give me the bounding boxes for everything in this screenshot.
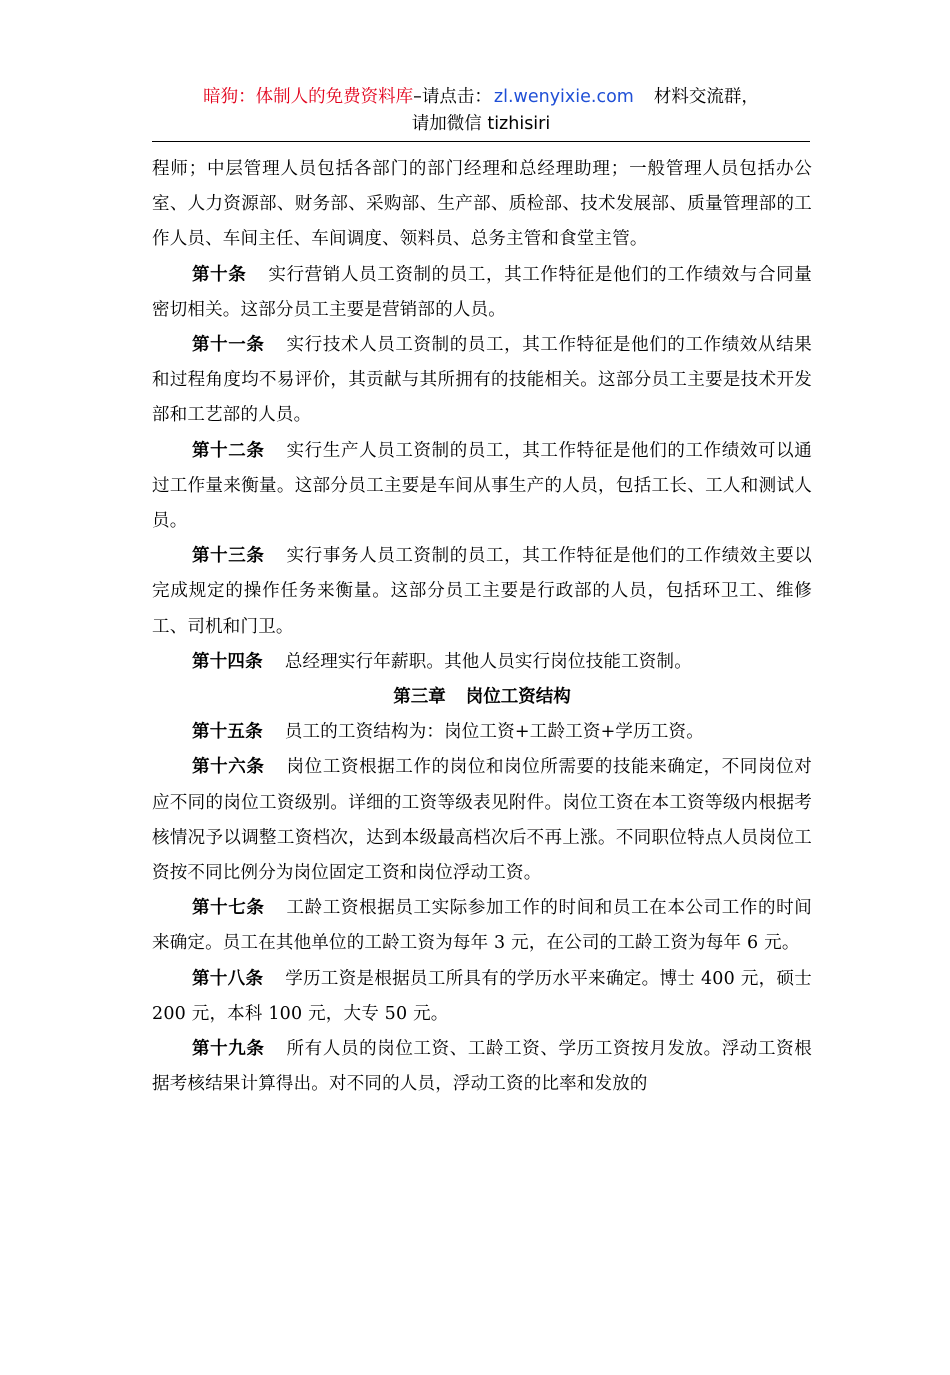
article-number: 第十二条 — [192, 440, 265, 461]
paragraph-text: 程师；中层管理人员包括各部门的部门经理和总经理助理；一般管理人员包括办公室、人力资源部、财务部、采购部、生产部、质检部、技术发展部、质量管理部的工作人员、车间主任、车间调度、领料员、总务主管和食堂主管。 — [152, 159, 812, 250]
header-brand: 暗狗：体制人的免费资料库 — [203, 87, 414, 107]
article-text: 实行技术人员工资制的员工，其工作特征是他们的工作绩效从结果和过程角度均不易评价，其贡献与其所拥有的技能相关。这部分员工主要是技术开发部和工艺部的人员。 — [152, 335, 812, 426]
article-14 — [152, 645, 812, 680]
article-number: 第十八条 — [192, 968, 264, 989]
header-group-text: 材料交流群， — [653, 87, 759, 107]
chapter-title: 岗位工资结构 — [465, 687, 571, 708]
chapter-number: 第三章 — [393, 687, 446, 708]
header-prompt: –请点击： — [413, 87, 492, 107]
article-11 — [152, 328, 812, 434]
document-body — [152, 152, 812, 1102]
article-number: 第十七条 — [192, 898, 265, 919]
article-number: 第十四条 — [192, 651, 263, 672]
chapter-heading — [152, 680, 812, 715]
article-number: 第十条 — [192, 264, 247, 285]
article-number: 第十一条 — [192, 335, 265, 356]
article-15 — [152, 715, 812, 750]
article-16 — [152, 750, 812, 891]
article-number: 第十九条 — [192, 1039, 265, 1060]
article-number: 第十六条 — [192, 757, 265, 778]
article-text: 工龄工资根据员工实际参加工作的时间和员工在本公司工作的时间来确定。员工在其他单位的工龄工资为每年 3 元，在公司的工龄工资为每年 6 元。 — [152, 898, 812, 954]
header-line-1 — [152, 84, 810, 111]
article-18 — [152, 962, 812, 1032]
article-text: 实行生产人员工资制的员工，其工作特征是他们的工作绩效可以通过工作量来衡量。这部分员工主要是车间从事生产的人员，包括工长、工人和测试人员。 — [152, 440, 812, 532]
article-text: 员工的工资结构为：岗位工资+工龄工资+学历工资。 — [284, 722, 704, 743]
article-19 — [152, 1032, 812, 1102]
article-number: 第十五条 — [192, 722, 263, 743]
header-line-2 — [152, 111, 810, 138]
article-text: 实行事务人员工资制的员工，其工作特征是他们的工作绩效主要以完成规定的操作任务来衡量。这部分员工主要是行政部的人员，包括环卫工、维修工、司机和门卫。 — [152, 546, 812, 637]
article-12 — [152, 434, 812, 540]
paragraph-continuation — [152, 152, 812, 258]
article-17 — [152, 891, 812, 961]
article-text: 总经理实行年薪职。其他人员实行岗位技能工资制。 — [284, 651, 692, 672]
article-text: 所有人员的岗位工资、工龄工资、学历工资按月发放。浮动工资根据考核结果计算得出。对不同的人员，浮动工资的比率和发放的 — [152, 1039, 812, 1095]
page-header — [152, 84, 810, 138]
header-divider — [152, 141, 810, 142]
article-text: 学历工资是根据员工所具有的学历水平来确定。博士 400 元，硕士 200 元，本科 100 元，大专 50 元。 — [152, 968, 812, 1024]
header-wechat: 请加微信 tizhisiri — [411, 114, 551, 134]
header-link[interactable]: zl.wenyixie.com — [493, 87, 634, 107]
article-number: 第十三条 — [192, 546, 265, 567]
article-text: 岗位工资根据工作的岗位和岗位所需要的技能来确定，不同岗位对应不同的岗位工资级别。详细的工资等级表见附件。岗位工资在本工资等级内根据考核情况予以调整工资档次，达到本级最高档次后不再上涨。不同职位特点人员岗位工资按不同比例分为岗位固定工资和岗位浮动工资。 — [152, 757, 812, 884]
article-text: 实行营销人员工资制的员工，其工作特征是他们的工作绩效与合同量密切相关。这部分员工主要是营销部的人员。 — [152, 264, 812, 320]
article-10 — [152, 258, 812, 328]
article-13 — [152, 539, 812, 645]
